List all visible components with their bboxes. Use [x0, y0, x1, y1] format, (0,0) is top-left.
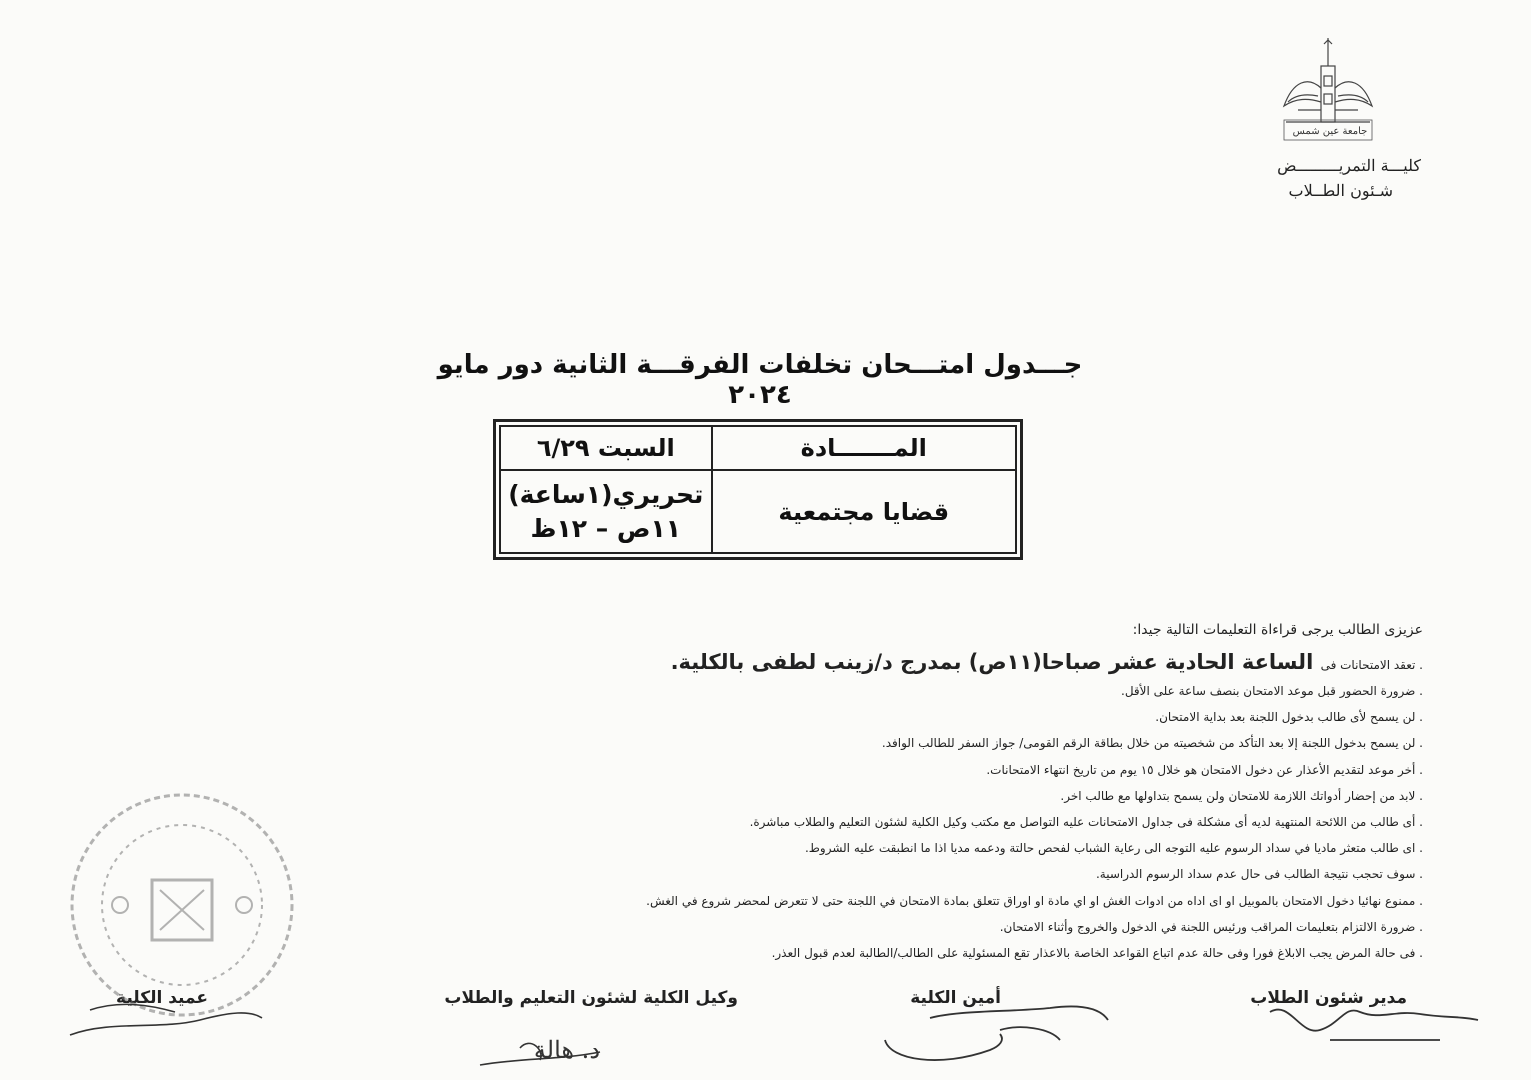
list-item: . ممنوع نهائيا دخول الامتحان بالموبيل او اى اداه من ادوات الغش او اي مادة او اوراق تتعلق بمادة الامتحان في اللجنة حتى لا تتعرض لمحضر شروع في الغش.	[646, 893, 1423, 908]
official-stamp-icon	[72, 795, 292, 1015]
exam-table	[493, 419, 1023, 560]
first-instruction-main: الساعة الحادية عشر صباحا(١١ص) بمدرج د/زينب لطفى بالكلية.	[670, 650, 1314, 674]
logo-caption: جامعة عين شمس	[1292, 126, 1368, 137]
list-item: . ضرورة الحضور قبل موعد الامتحان بنصف ساعة على الأقل.	[1121, 684, 1423, 698]
manager-signature-icon	[1270, 1010, 1478, 1040]
date-header: السبت ٦/٢٩	[500, 426, 712, 470]
page-title: جـــدول امتـــحان تخلفات الفرقـــة الثانية دور مايو ٢٠٢٤	[437, 350, 1083, 410]
subject-cell: قضايا مجتمعية	[712, 470, 1016, 553]
signature-secretary-title: أمين الكلية	[910, 988, 1001, 1008]
instructions-list	[523, 646, 1423, 966]
time-range: ١١ص – ١٢ظ	[530, 513, 682, 543]
signature-vice-dean-title: وكيل الكلية لشئون التعليم والطلاب	[444, 988, 738, 1008]
instructions-intro: عزيزى الطالب يرجى قراءاة التعليمات التالية جيدا:	[1132, 622, 1423, 638]
list-item: . اى طالب متعثر ماديا في سداد الرسوم عليه التوجه الى رعاية الشباب لفحص حالتة ودعمه مديا اذا ما انطبقت عليه الشروط.	[804, 841, 1423, 856]
signature-manager-title: مدير شئون الطلاب	[1250, 988, 1407, 1008]
list-item: . لابد من إحضار أدواتك اللازمة للامتحان ولن يسمح بتداولها مع طالب اخر.	[1060, 788, 1423, 803]
list-item: . لن يسمح بدخول اللجنة إلا بعد التأكد من شخصيته من خلال بطاقة الرقم القومى/ جواز السفر للطالب الوافد.	[881, 736, 1423, 751]
subject-header: المـــــــادة	[712, 426, 1016, 470]
secretary-signature-icon	[885, 1007, 1108, 1061]
department-name: شـئون الطــلاب	[1288, 181, 1393, 200]
list-item: . أى طالب من اللائحة المنتهية لديه أى مشكلة فى جداول الامتحانات عليه التواصل مع مكتب وكيل الكلية لشئون التعليم والطلاب مباشرة.	[749, 814, 1423, 829]
time-cell	[500, 470, 712, 553]
list-item: . أخر موعد لتقديم الأعذار عن دخول الامتحان هو خلال ١٥ يوم من تاريخ انتهاء الامتحانات.	[986, 762, 1423, 777]
vice-dean-handwritten: د. هالة	[533, 1036, 600, 1064]
first-instruction-prefix: . تعقد الامتحانات فى	[1320, 658, 1423, 672]
list-item: . فى حالة المرض يجب الابلاغ فورا وفى حالة عدم اتباع القواعد الخاصة بالاعذار تقع المسئولية على الطالب/الطالبة لعدم قبول العذر.	[771, 945, 1423, 960]
list-item: . ضرورة الالتزام بتعليمات المراقب ورئيس اللجنة في الدخول والخروج وأثناء الامتحان.	[999, 919, 1423, 934]
list-item: . لن يسمح لأى طالب بدخول اللجنة بعد بداية الامتحان.	[1155, 710, 1423, 725]
list-item: . سوف تحجب نتيجة الطالب فى حال عدم سداد الرسوم الدراسية.	[1095, 867, 1423, 882]
dean-signature-icon	[70, 1004, 262, 1035]
vice-dean-signature-icon	[480, 1043, 600, 1065]
time-type: تحريري(١ساعة)	[508, 479, 704, 509]
faculty-name: كليـــة التمريـــــــــض	[1277, 156, 1421, 175]
signature-dean-title: عميد الكلية	[116, 988, 208, 1008]
list-item	[523, 646, 1423, 678]
